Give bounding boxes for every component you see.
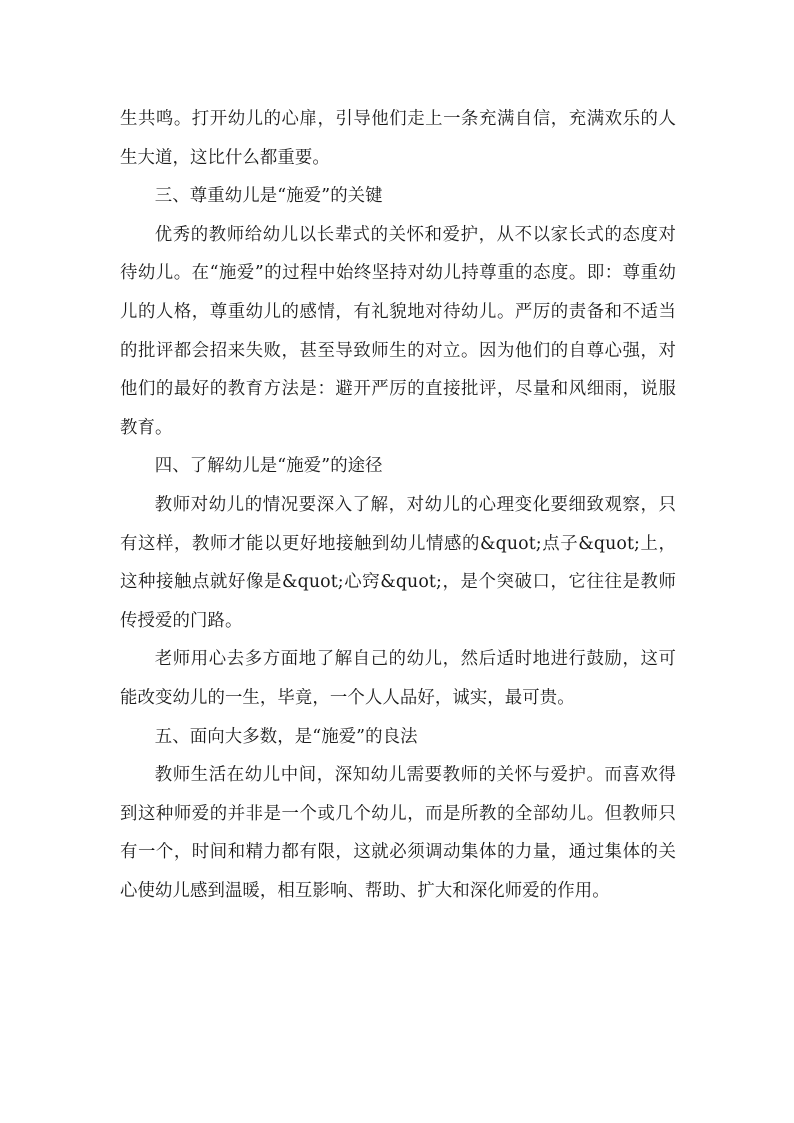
section-heading-4: 四、了解幼儿是“施爱”的途径 — [154, 456, 383, 477]
document-body — [120, 100, 676, 910]
paragraph-encourage: 老师用心去多方面地了解自己的幼儿，然后适时地进行鼓励，这可能改变幼儿的一生，毕竟，一个人人品好，诚实，最可贵。 — [120, 649, 676, 708]
paragraph-continuation: 生共鸣。打开幼儿的心扉，引导他们走上一条充满自信，充满欢乐的人生大道，这比什么都重要。 — [120, 109, 676, 168]
paragraph-respect: 优秀的教师给幼儿以长辈式的关怀和爱护，从不以家长式的态度对待幼儿。在“施爱”的过程中始终坚持对幼儿持尊重的态度。即：尊重幼儿的人格，尊重幼儿的感情，有礼貌地对待幼儿。严厉的责备和不适当的批评都会招来失败，甚至导致师生的对立。因为他们的自尊心强，对他们的最好的教育方法是：避开严厉的直接批评，尽量和风细雨，说服教育。 — [120, 224, 676, 438]
section-heading-3: 三、尊重幼儿是“施爱”的关键 — [154, 186, 383, 207]
paragraph-majority: 教师生活在幼儿中间，深知幼儿需要教师的关怀与爱护。而喜欢得到这种师爱的并非是一个或几个幼儿，而是所教的全部幼儿。但教师只有一个，时间和精力都有限，这就必须调动集体的力量，通过集体的关心使幼儿感到温暖，相互影响、帮助、扩大和深化师爱的作用。 — [120, 765, 676, 901]
paragraph-understand: 教师对幼儿的情况要深入了解，对幼儿的心理变化要细致观察，只有这样，教师才能以更好地接触到幼儿情感的&quot;点子&quot;上，这种接触点就好像是&quot;心窍&quot;，是个突破口，它往往是教师传授爱的门路。 — [120, 494, 676, 631]
section-heading-5: 五、面向大多数，是“施爱”的良法 — [154, 726, 418, 747]
